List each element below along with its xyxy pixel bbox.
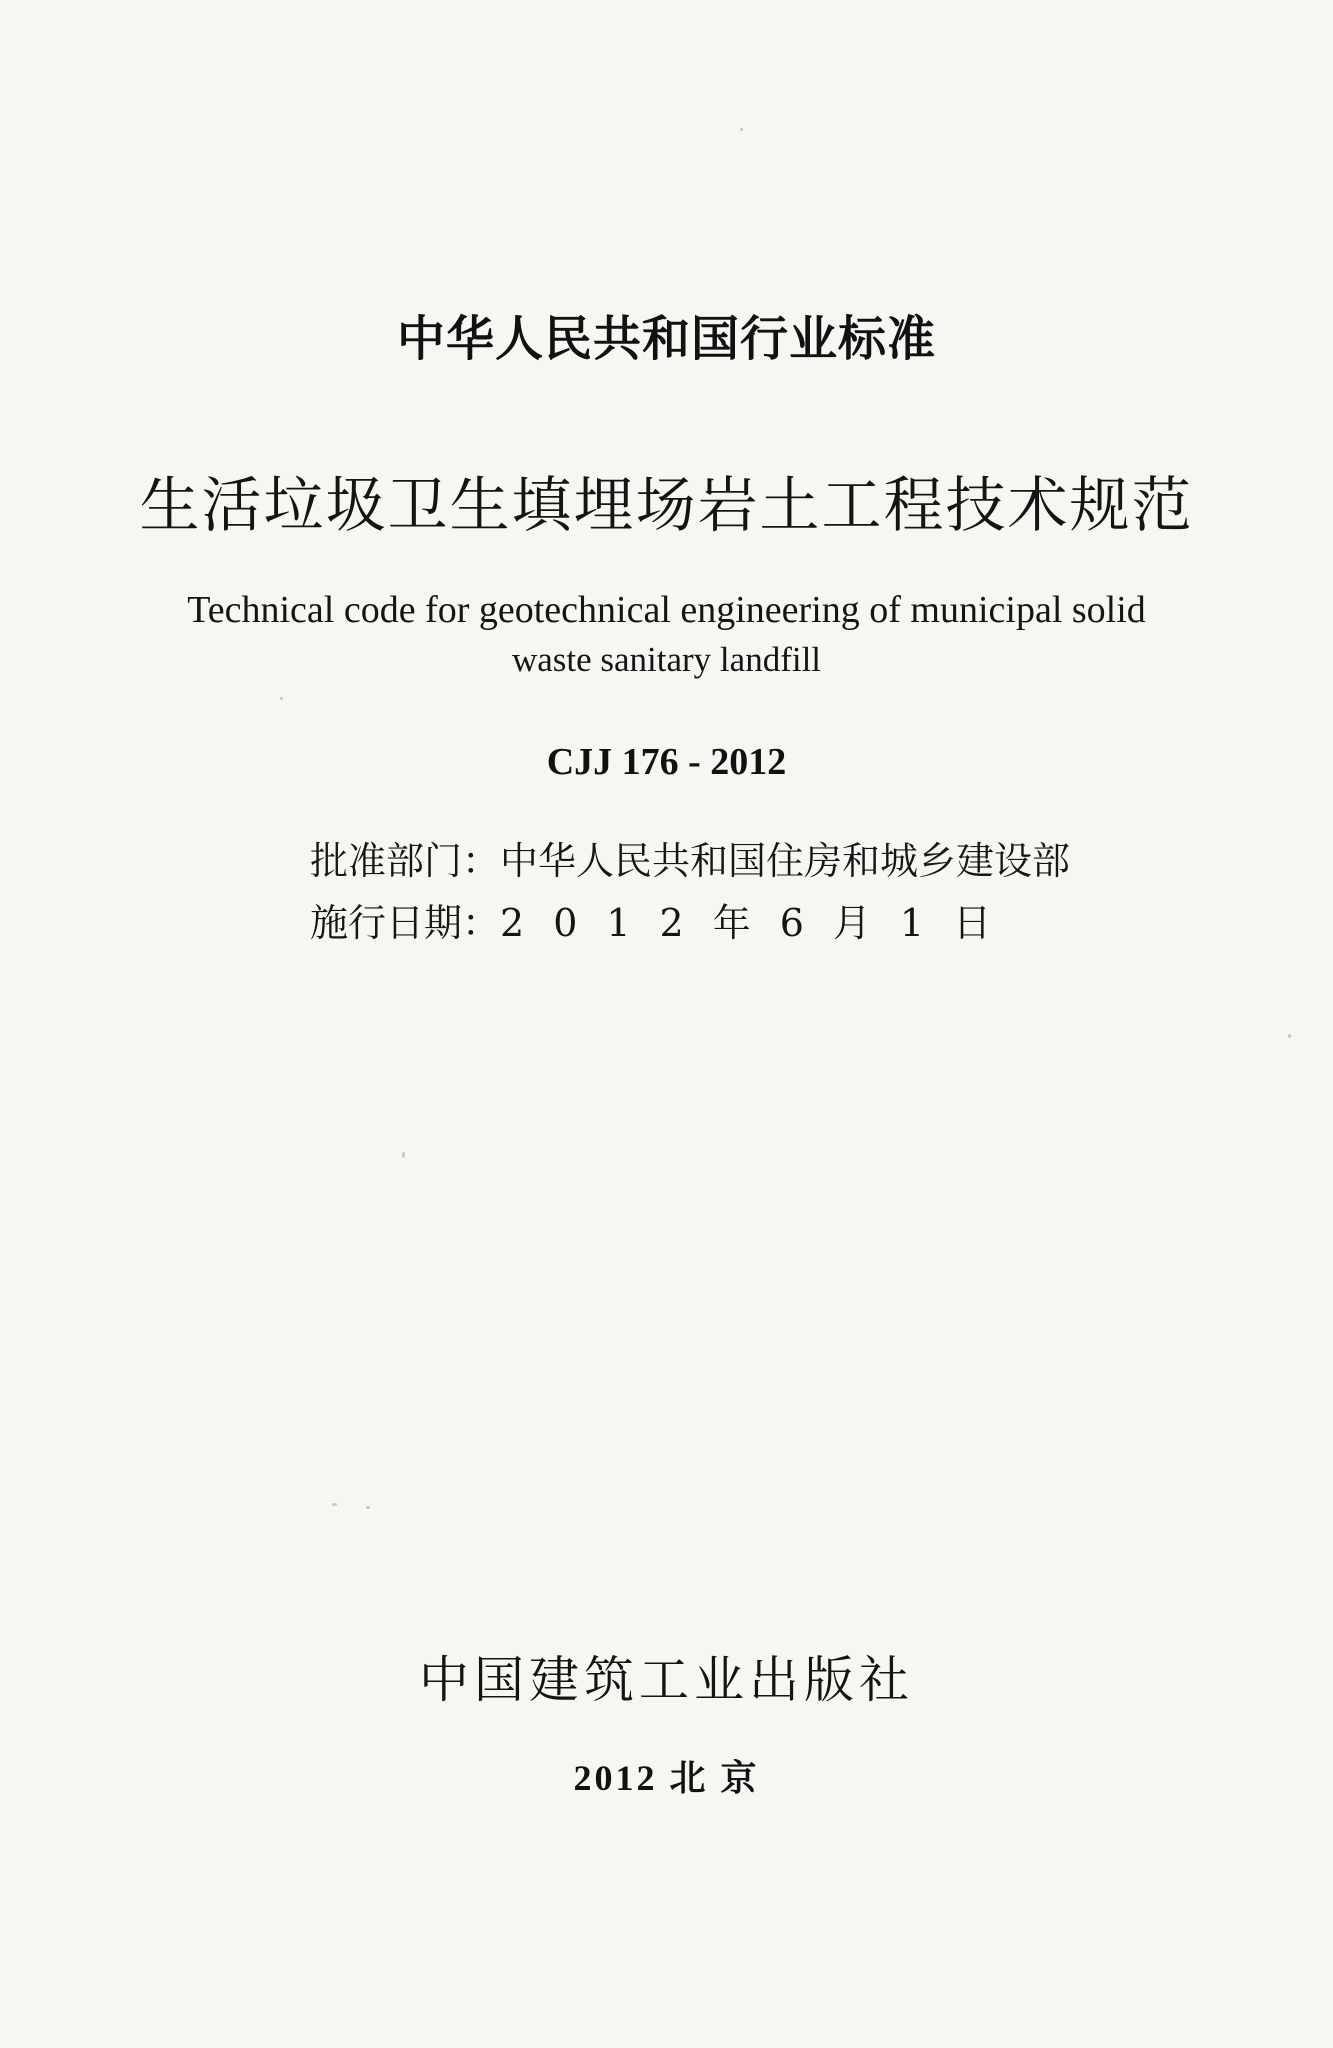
chinese-title: 生活垃圾卫生填埋场岩土工程技术规范 (139, 471, 1194, 541)
scan-speck (366, 1506, 370, 1509)
approval-department-value: 中华人民共和国住房和城乡建设部 (500, 839, 1071, 883)
publication-year-place: 2012 北 京 (573, 1758, 760, 1798)
publisher-name: 中国建筑工业出版社 (419, 1651, 914, 1709)
standard-code-number: CJJ 176 - 2012 (546, 741, 787, 783)
english-title-line-2: waste sanitary landfill (511, 640, 822, 679)
effective-date-value: 2012年6月1日 (500, 901, 1021, 945)
approval-info-block (310, 830, 1070, 954)
english-title-line-1: Technical code for geotechnical engineering of municipal solid (187, 589, 1146, 631)
scan-speck (280, 697, 283, 700)
effective-date-row (310, 892, 1070, 954)
scan-speck (402, 1152, 405, 1158)
scan-speck (332, 1503, 337, 1506)
scan-speck (1288, 1034, 1291, 1038)
effective-date-label: 施行日期： (310, 901, 501, 945)
approval-department-label: 批准部门： (310, 839, 501, 883)
scan-speck (740, 128, 743, 131)
standard-type-heading: 中华人民共和国行业标准 (396, 311, 936, 367)
approval-department-row (310, 830, 1070, 892)
